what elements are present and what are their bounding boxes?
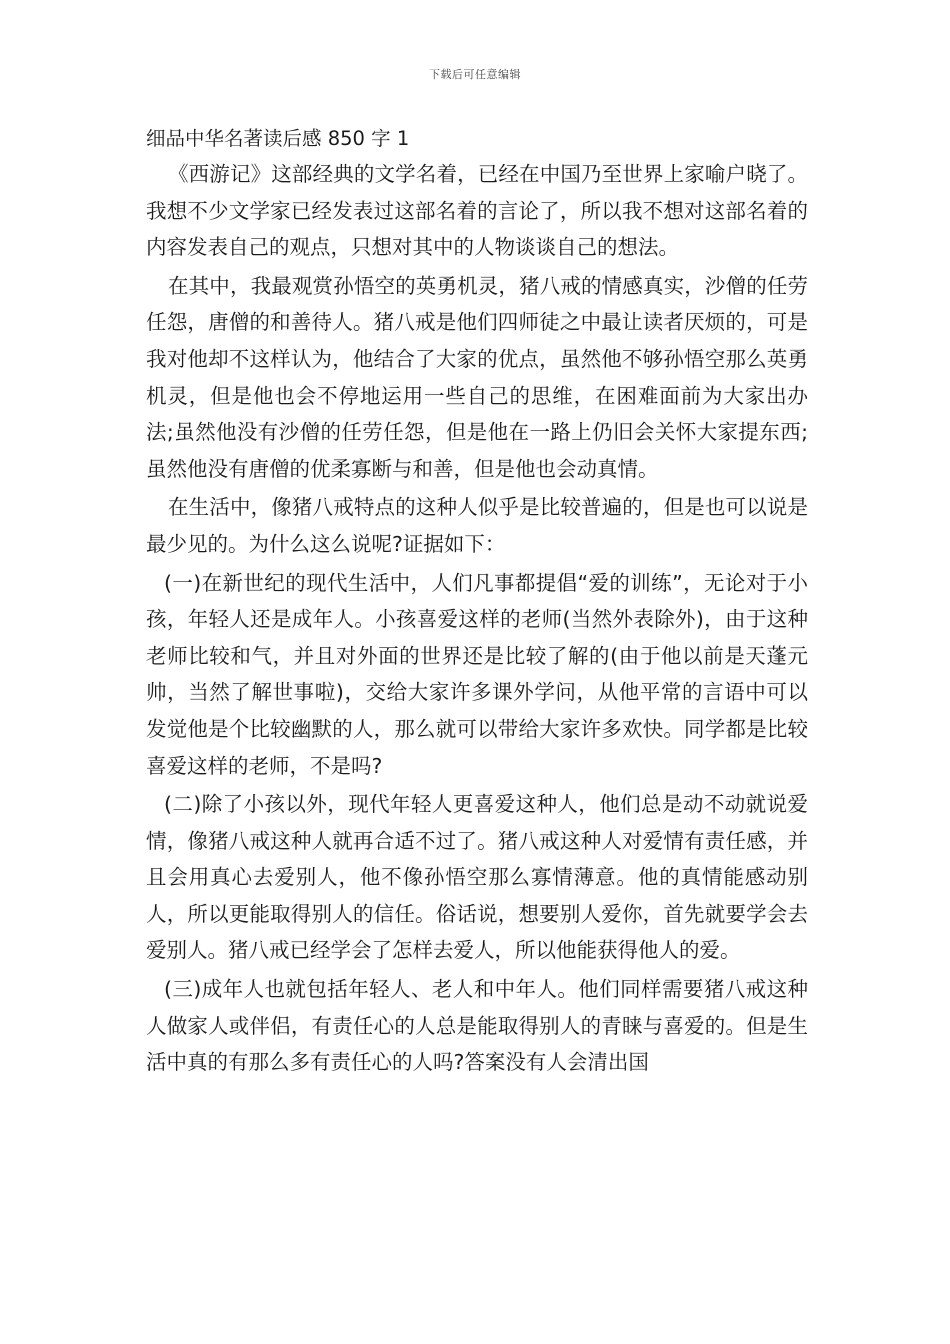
paragraph-point-three: (三)成年人也就包括年轻人、老人和中年人。他们同样需要猪八戒这种人做家人或伴侣，有责任心的人总是能取得别人的青睐与喜爱的。但是生活中真的有那么多有责任心的人吗?答案没有人会清出国	[146, 977, 808, 1075]
paragraph-point-one: (一)在新世纪的现代生活中，人们凡事都提倡“爱的训练”，无论对于小孩，年轻人还是成年人。小孩喜爱这样的老师(当然外表除外)，由于这种老师比较和气，并且对外面的世界还是比较了解的(由于他以前是天蓬元帅，当然了解世事啦)，交给大家许多课外学问，从他平常的言语中可以发觉他是个比较幽默的人，那么就可以带给大家许多欢快。同学都是比较喜爱这样的老师，不是吗?	[146, 570, 808, 778]
document-body	[146, 156, 808, 1083]
page-header-note: 下载后可任意编辑	[429, 68, 521, 81]
paragraph-characters: 在其中，我最观赏孙悟空的英勇机灵，猪八戒的情感真实，沙僧的任劳任怨，唐僧的和善待人。猪八戒是他们四师徒之中最让读者厌烦的，可是我对他却不这样认为，他结合了大家的优点，虽然他不够孙悟空那么英勇机灵，但是他也会不停地运用一些自己的思维，在困难面前为大家出办法;虽然他没有沙僧的任劳任怨，但是他在一路上仍旧会关怀大家提东西;虽然他没有唐僧的优柔寡断与和善，但是他也会动真情。	[146, 273, 808, 481]
document-title: 细品中华名著读后感 850 字 1	[146, 127, 410, 150]
paragraph-life: 在生活中，像猪八戒特点的这种人似乎是比较普遍的，但是也可以说是最少见的。为什么这么说呢?证据如下：	[146, 495, 808, 556]
paragraph-intro: 《西游记》这部经典的文学名着，已经在中国乃至世界上家喻户晓了。我想不少文学家已经发表过这部名着的言论了，所以我不想对这部名着的内容发表自己的观点，只想对其中的人物谈谈自己的想法。	[146, 162, 808, 260]
paragraph-point-two: (二)除了小孩以外，现代年轻人更喜爱这种人，他们总是动不动就说爱情，像猪八戒这种人就再合适不过了。猪八戒这种人对爱情有责任感，并且会用真心去爱别人，他不像孙悟空那么寡情薄意。他的真情能感动别人，所以更能取得别人的信任。俗话说，想要别人爱你，首先就要学会去爱别人。猪八戒已经学会了怎样去爱人，所以他能获得他人的爱。	[146, 792, 808, 963]
